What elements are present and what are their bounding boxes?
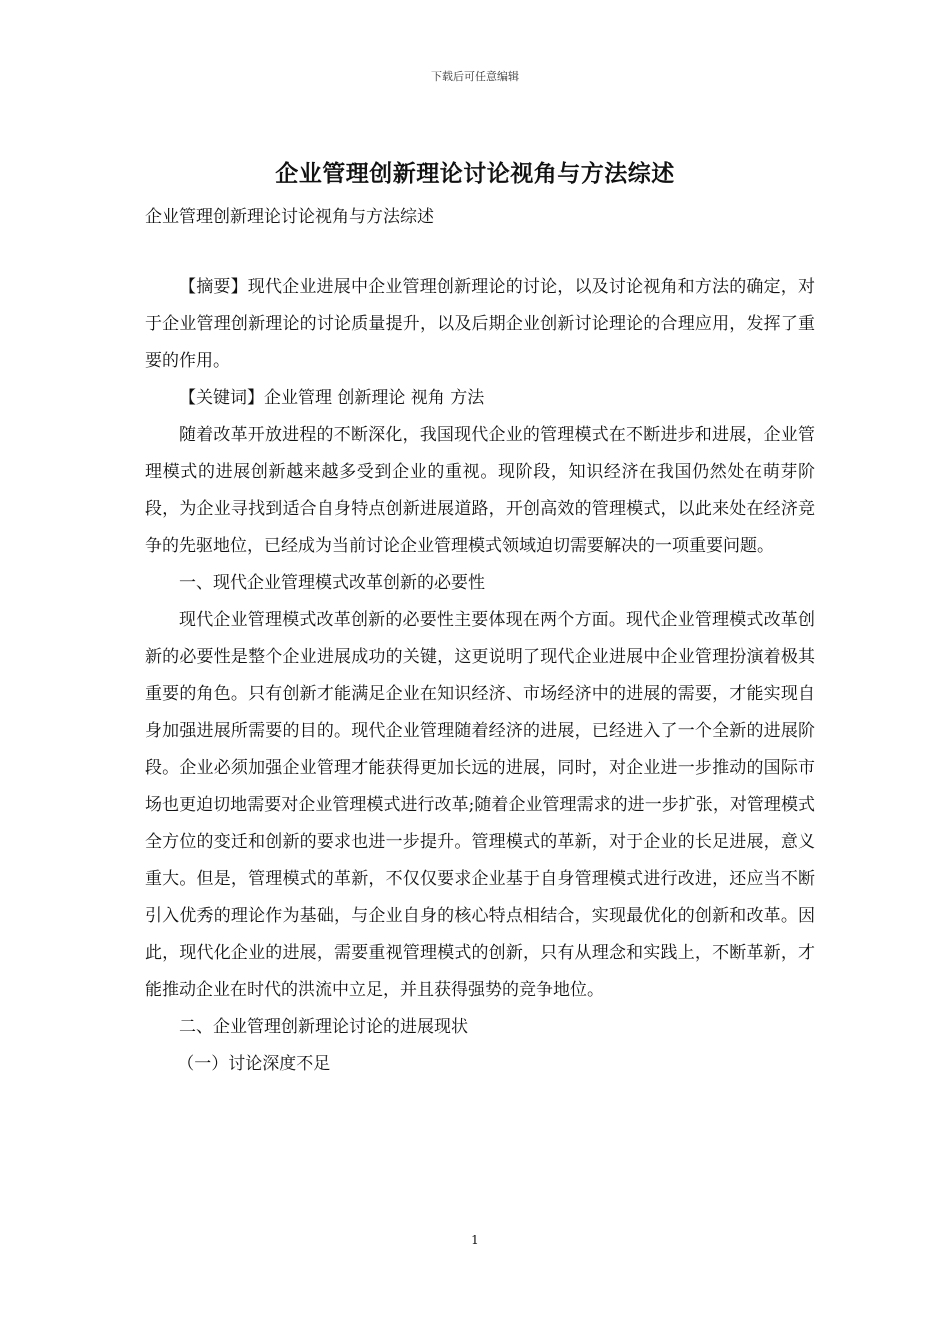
keywords-paragraph: 【关键词】企业管理 创新理论 视角 方法 bbox=[179, 388, 485, 408]
subsection-heading-1: （一）讨论深度不足 bbox=[177, 1054, 331, 1074]
body-text bbox=[145, 269, 815, 1083]
abstract-paragraph: 【摘要】现代企业进展中企业管理创新理论的讨论，以及讨论视角和方法的确定，对于企业管理创新理论的讨论质量提升，以及后期企业创新讨论理论的合理应用，发挥了重要的作用。 bbox=[145, 277, 815, 371]
section-heading-2: 二、企业管理创新理论讨论的进展现状 bbox=[179, 1017, 468, 1037]
document-title: 企业管理创新理论讨论视角与方法综述 bbox=[275, 160, 675, 187]
document-subtitle: 企业管理创新理论讨论视角与方法综述 bbox=[145, 207, 434, 227]
section-heading-1: 一、现代企业管理模式改革创新的必要性 bbox=[179, 573, 485, 593]
header-note: 下载后可任意编辑 bbox=[431, 70, 519, 83]
section-1-paragraph: 现代企业管理模式改革创新的必要性主要体现在两个方面。现代企业管理模式改革创新的必要性是整个企业进展成功的关键，这更说明了现代企业进展中企业管理扮演着极其重要的角色。只有创新才能满足企业在知识经济、市场经济中的进展的需要，才能实现自身加强进展所需要的目的。现代企业管理随着经济的进展，已经进入了一个全新的进展阶段。企业必须加强企业管理才能获得更加长远的进展，同时，对企业进一步推动的国际市场也更迫切地需要对企业管理模式进行改革;随着企业管理需求的进一步扩张，对管理模式全方位的变迁和创新的要求也进一步提升。管理模式的革新，对于企业的长足进展，意义重大。但是，管理模式的革新，不仅仅要求企业基于自身管理模式进行改进，还应当不断引入优秀的理论作为基础，与企业自身的核心特点相结合，实现最优化的创新和改革。因此，现代化企业的进展，需要重视管理模式的创新，只有从理念和实践上，不断革新，才能推动企业在时代的洪流中立足，并且获得强势的竞争地位。 bbox=[145, 610, 815, 1000]
intro-paragraph: 随着改革开放进程的不断深化，我国现代企业的管理模式在不断进步和进展，企业管理模式的进展创新越来越多受到企业的重视。现阶段，知识经济在我国仍然处在萌芽阶段，为企业寻找到适合自身特点创新进展道路，开创高效的管理模式，以此来处在经济竞争的先驱地位，已经成为当前讨论企业管理模式领域迫切需要解决的一项重要问题。 bbox=[145, 425, 815, 556]
page-number: 1 bbox=[471, 1233, 479, 1247]
